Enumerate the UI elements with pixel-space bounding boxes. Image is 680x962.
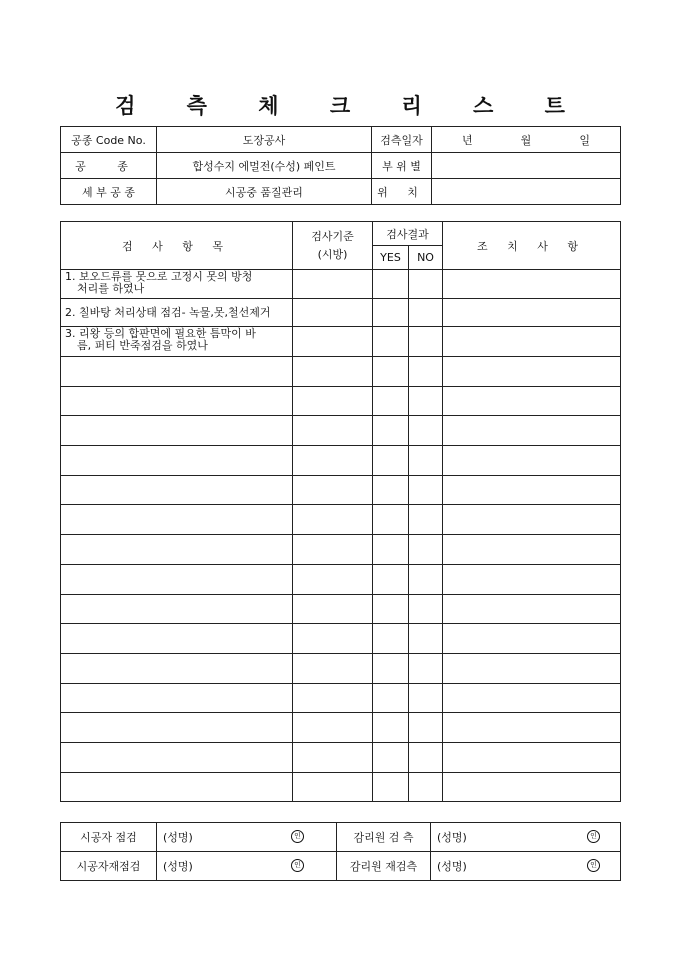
contractor-recheck-name-field[interactable]	[157, 852, 337, 881]
supervisor-recheck-label: 감리원 재검측	[337, 852, 431, 881]
item-cell[interactable]	[61, 386, 293, 416]
action-cell[interactable]	[443, 624, 621, 654]
contractor-check-name-field[interactable]	[157, 823, 337, 852]
standard-cell[interactable]	[293, 683, 373, 713]
col-no-header: NO	[409, 246, 443, 270]
table-row	[61, 475, 621, 505]
table-row	[61, 713, 621, 743]
yes-cell[interactable]	[373, 299, 409, 327]
header-row-type	[61, 153, 621, 179]
no-cell[interactable]	[409, 357, 443, 387]
no-cell[interactable]	[409, 683, 443, 713]
yes-cell[interactable]	[373, 653, 409, 683]
item-cell[interactable]	[61, 475, 293, 505]
action-cell[interactable]	[443, 270, 621, 299]
check-item-1-line1: 1. 보오드류를 못으로 고정시 못의 방청	[65, 270, 253, 283]
no-cell[interactable]	[409, 564, 443, 594]
supervisor-check-label: 감리원 검 측	[337, 823, 431, 852]
yes-cell[interactable]	[373, 624, 409, 654]
standard-cell[interactable]	[293, 653, 373, 683]
location-field[interactable]	[432, 179, 621, 205]
standard-cell[interactable]	[293, 564, 373, 594]
check-item-2	[61, 299, 293, 327]
standard-cell[interactable]	[293, 475, 373, 505]
name-label: (성명)	[437, 831, 467, 844]
standard-cell[interactable]	[293, 327, 373, 357]
standard-cell[interactable]	[293, 772, 373, 802]
no-cell[interactable]	[409, 624, 443, 654]
no-cell[interactable]	[409, 535, 443, 565]
table-row	[61, 683, 621, 713]
action-cell[interactable]	[443, 535, 621, 565]
part-label: 부 위 별	[372, 153, 432, 179]
name-label: (성명)	[163, 860, 193, 873]
yes-cell[interactable]	[373, 270, 409, 299]
col-standard-line1: 검사기준	[311, 229, 354, 243]
table-row	[61, 653, 621, 683]
table-row	[61, 535, 621, 565]
table-row	[61, 624, 621, 654]
checklist-table	[60, 221, 621, 802]
standard-cell[interactable]	[293, 299, 373, 327]
yes-cell[interactable]	[373, 535, 409, 565]
yes-cell[interactable]	[373, 713, 409, 743]
standard-cell[interactable]	[293, 713, 373, 743]
supervisor-check-name-field[interactable]	[431, 823, 621, 852]
table-row	[61, 564, 621, 594]
check-item-3-line2: 름, 퍼티 반죽점검을 하였나	[77, 339, 208, 352]
work-value: 합성수지 에멀전(수성) 페인트	[157, 153, 372, 179]
standard-cell[interactable]	[293, 742, 373, 772]
yes-cell[interactable]	[373, 357, 409, 387]
seal-icon: 인	[291, 859, 304, 872]
detail-work-value: 시공중 품질관리	[157, 179, 372, 205]
table-row	[61, 386, 621, 416]
col-result-header: 검사결과	[373, 222, 443, 246]
item-cell[interactable]	[61, 564, 293, 594]
inspection-date-field[interactable]	[432, 127, 621, 153]
no-cell[interactable]	[409, 772, 443, 802]
action-cell[interactable]	[443, 386, 621, 416]
action-cell[interactable]	[443, 475, 621, 505]
no-cell[interactable]	[409, 475, 443, 505]
no-cell[interactable]	[409, 505, 443, 535]
check-item-1	[61, 270, 293, 299]
work-type-value: 도장공사	[157, 127, 372, 153]
col-yes-header: YES	[373, 246, 409, 270]
signature-row-2	[61, 852, 621, 881]
action-cell[interactable]	[443, 446, 621, 476]
item-cell[interactable]	[61, 742, 293, 772]
detail-work-label: 세 부 공 종	[61, 179, 157, 205]
action-cell[interactable]	[443, 416, 621, 446]
action-cell[interactable]	[443, 357, 621, 387]
yes-cell[interactable]	[373, 386, 409, 416]
no-cell[interactable]	[409, 327, 443, 357]
action-cell[interactable]	[443, 742, 621, 772]
standard-cell[interactable]	[293, 416, 373, 446]
seal-icon: 인	[587, 830, 600, 843]
check-item-3-line1: 3. 리왕 등의 합판면에 필요한 틈막이 바	[65, 327, 256, 340]
standard-cell[interactable]	[293, 386, 373, 416]
yes-cell[interactable]	[373, 742, 409, 772]
standard-cell[interactable]	[293, 624, 373, 654]
inspection-date-label: 검측일자	[372, 127, 432, 153]
table-row	[61, 327, 621, 357]
item-cell[interactable]	[61, 683, 293, 713]
contractor-check-label: 시공자 점검	[61, 823, 157, 852]
col-item-header: 검 사 항 목	[61, 222, 293, 270]
item-cell[interactable]	[61, 357, 293, 387]
name-label: (성명)	[437, 860, 467, 873]
standard-cell[interactable]	[293, 505, 373, 535]
yes-cell[interactable]	[373, 416, 409, 446]
item-cell[interactable]	[61, 505, 293, 535]
header-row-detail	[61, 179, 621, 205]
yes-cell[interactable]	[373, 683, 409, 713]
header-table	[60, 126, 621, 205]
table-row	[61, 594, 621, 624]
item-cell[interactable]	[61, 713, 293, 743]
item-cell[interactable]	[61, 653, 293, 683]
standard-cell[interactable]	[293, 357, 373, 387]
supervisor-recheck-name-field[interactable]	[431, 852, 621, 881]
code-label: 공종 Code No.	[61, 127, 157, 153]
no-cell[interactable]	[409, 416, 443, 446]
standard-cell[interactable]	[293, 594, 373, 624]
no-cell[interactable]	[409, 713, 443, 743]
work-label: 공 종	[61, 153, 157, 179]
standard-cell[interactable]	[293, 535, 373, 565]
checklist-header-row-1	[61, 222, 621, 246]
yes-cell[interactable]	[373, 594, 409, 624]
location-label: 위 치	[372, 179, 432, 205]
page-title: 검 측 체 크 리 스 트	[115, 93, 587, 118]
part-field[interactable]	[432, 153, 621, 179]
col-action-header: 조 치 사 항	[443, 222, 621, 270]
table-row	[61, 742, 621, 772]
no-cell[interactable]	[409, 742, 443, 772]
seal-icon: 인	[291, 830, 304, 843]
check-item-1-line2: 처리를 하였나	[77, 282, 145, 295]
day-label: 일	[579, 133, 590, 147]
item-cell[interactable]	[61, 594, 293, 624]
table-row	[61, 505, 621, 535]
signature-table	[60, 822, 621, 881]
action-cell[interactable]	[443, 683, 621, 713]
no-cell[interactable]	[409, 299, 443, 327]
yes-cell[interactable]	[373, 475, 409, 505]
action-cell[interactable]	[443, 653, 621, 683]
header-row-code	[61, 127, 621, 153]
table-row	[61, 299, 621, 327]
table-row	[61, 357, 621, 387]
contractor-recheck-label: 시공자재점검	[61, 852, 157, 881]
standard-cell[interactable]	[293, 270, 373, 299]
standard-cell[interactable]	[293, 446, 373, 476]
signature-row-1	[61, 823, 621, 852]
col-standard-header	[293, 222, 373, 270]
yes-cell[interactable]	[373, 772, 409, 802]
seal-icon: 인	[587, 859, 600, 872]
no-cell[interactable]	[409, 446, 443, 476]
check-item-3	[61, 327, 293, 357]
yes-cell[interactable]	[373, 564, 409, 594]
item-cell[interactable]	[61, 535, 293, 565]
no-cell[interactable]	[409, 594, 443, 624]
yes-cell[interactable]	[373, 327, 409, 357]
check-item-2-line1: 2. 칠바탕 처리상태 점검- 녹물,못,철선제거	[65, 306, 271, 319]
action-cell[interactable]	[443, 299, 621, 327]
action-cell[interactable]	[443, 772, 621, 802]
yes-cell[interactable]	[373, 505, 409, 535]
item-cell[interactable]	[61, 416, 293, 446]
table-row	[61, 772, 621, 802]
year-label: 년	[462, 133, 473, 147]
action-cell[interactable]	[443, 505, 621, 535]
action-cell[interactable]	[443, 713, 621, 743]
table-row	[61, 270, 621, 299]
no-cell[interactable]	[409, 653, 443, 683]
no-cell[interactable]	[409, 386, 443, 416]
item-cell[interactable]	[61, 772, 293, 802]
no-cell[interactable]	[409, 270, 443, 299]
item-cell[interactable]	[61, 446, 293, 476]
table-row	[61, 446, 621, 476]
month-label: 월	[520, 133, 532, 147]
action-cell[interactable]	[443, 594, 621, 624]
col-standard-line2: (시방)	[317, 247, 348, 261]
yes-cell[interactable]	[373, 446, 409, 476]
name-label: (성명)	[163, 831, 193, 844]
item-cell[interactable]	[61, 624, 293, 654]
action-cell[interactable]	[443, 327, 621, 357]
table-row	[61, 416, 621, 446]
action-cell[interactable]	[443, 564, 621, 594]
empty-rows	[61, 357, 621, 802]
